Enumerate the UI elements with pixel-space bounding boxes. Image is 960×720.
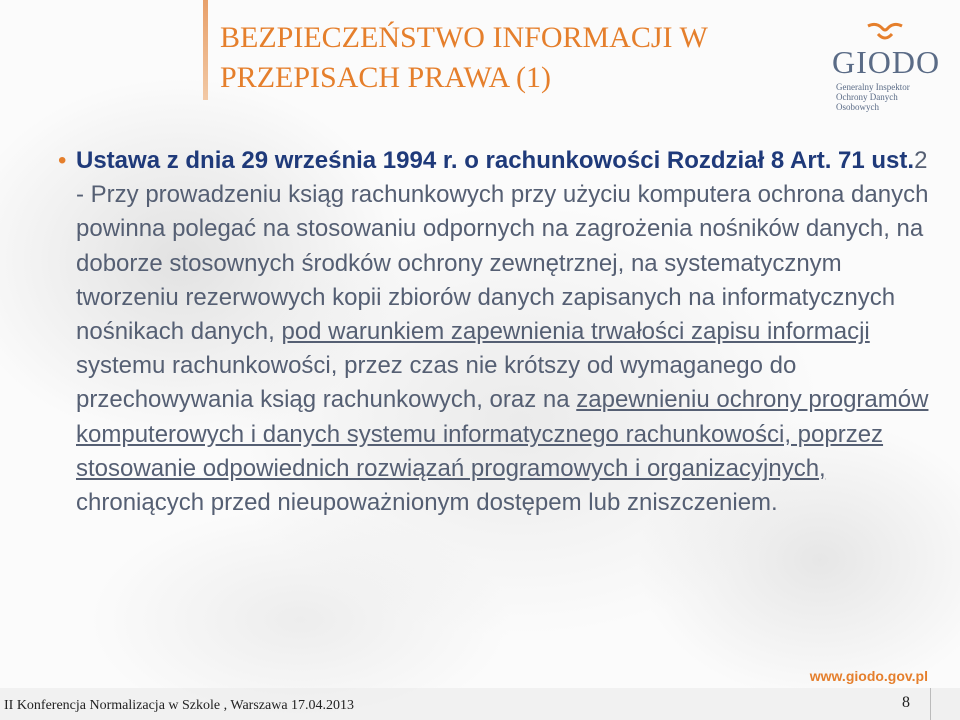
page-indicator-box bbox=[930, 688, 960, 720]
law-reference: Ustawa z dnia 29 września 1994 r. o rachunkowości Rozdział 8 Art. 71 ust. bbox=[76, 147, 915, 174]
body-text-3: chroniących przed nieupoważnionym dostępem lub zniszczeniem. bbox=[76, 489, 778, 517]
body-text-2: systemu rachunkowości, przez czas nie krótszy od wymaganego do przechowywania ksiąg rachunkowych, oraz na bbox=[76, 352, 797, 414]
slide-body bbox=[58, 144, 938, 520]
giodo-emblem-icon bbox=[864, 20, 906, 44]
footer-text: II Konferencja Normalizacja w Szkole , Warszawa 17.04.2013 bbox=[4, 698, 355, 713]
website-link[interactable]: www.giodo.gov.pl bbox=[809, 668, 928, 684]
page-number: 8 bbox=[902, 694, 910, 711]
bullet-icon: • bbox=[58, 147, 67, 174]
body-text-1: 2 - Przy prowadzeniu ksiąg rachunkowych przy użyciu komputera ochrona danych powinna polegać na stosowaniu odpornych na zagrożenia nośników danych, na doborze stosownych środków ochrony zewnętrznej, na systematycznym tworzeniu rezerwowych kopii zbiorów danych zapisanych na informatycznych nośnikach danych, bbox=[76, 147, 929, 346]
underlined-text-2: zapewnieniu ochrony programów komputerowych i danych systemu informatycznego rachunkowości, poprzez stosowanie odpowiednich rozwiązań programowych i organizacyjnych, bbox=[76, 386, 929, 482]
underlined-text-1: pod warunkiem zapewnienia trwałości zapisu informacji bbox=[281, 318, 870, 346]
logo-subtitle bbox=[836, 82, 940, 112]
logo-subtitle-line1: Generalny Inspektor bbox=[836, 82, 910, 92]
logo-subtitle-line2: Ochrony Danych Osobowych bbox=[836, 92, 898, 112]
slide-title: BEZPIECZEŃSTWO INFORMACJI W PRZEPISACH PRAWA (1) bbox=[220, 21, 708, 94]
body-paragraph bbox=[76, 144, 938, 520]
title-accent-bar bbox=[203, 0, 208, 100]
logo-name: GIODO bbox=[832, 44, 941, 80]
giodo-logo bbox=[832, 20, 940, 110]
